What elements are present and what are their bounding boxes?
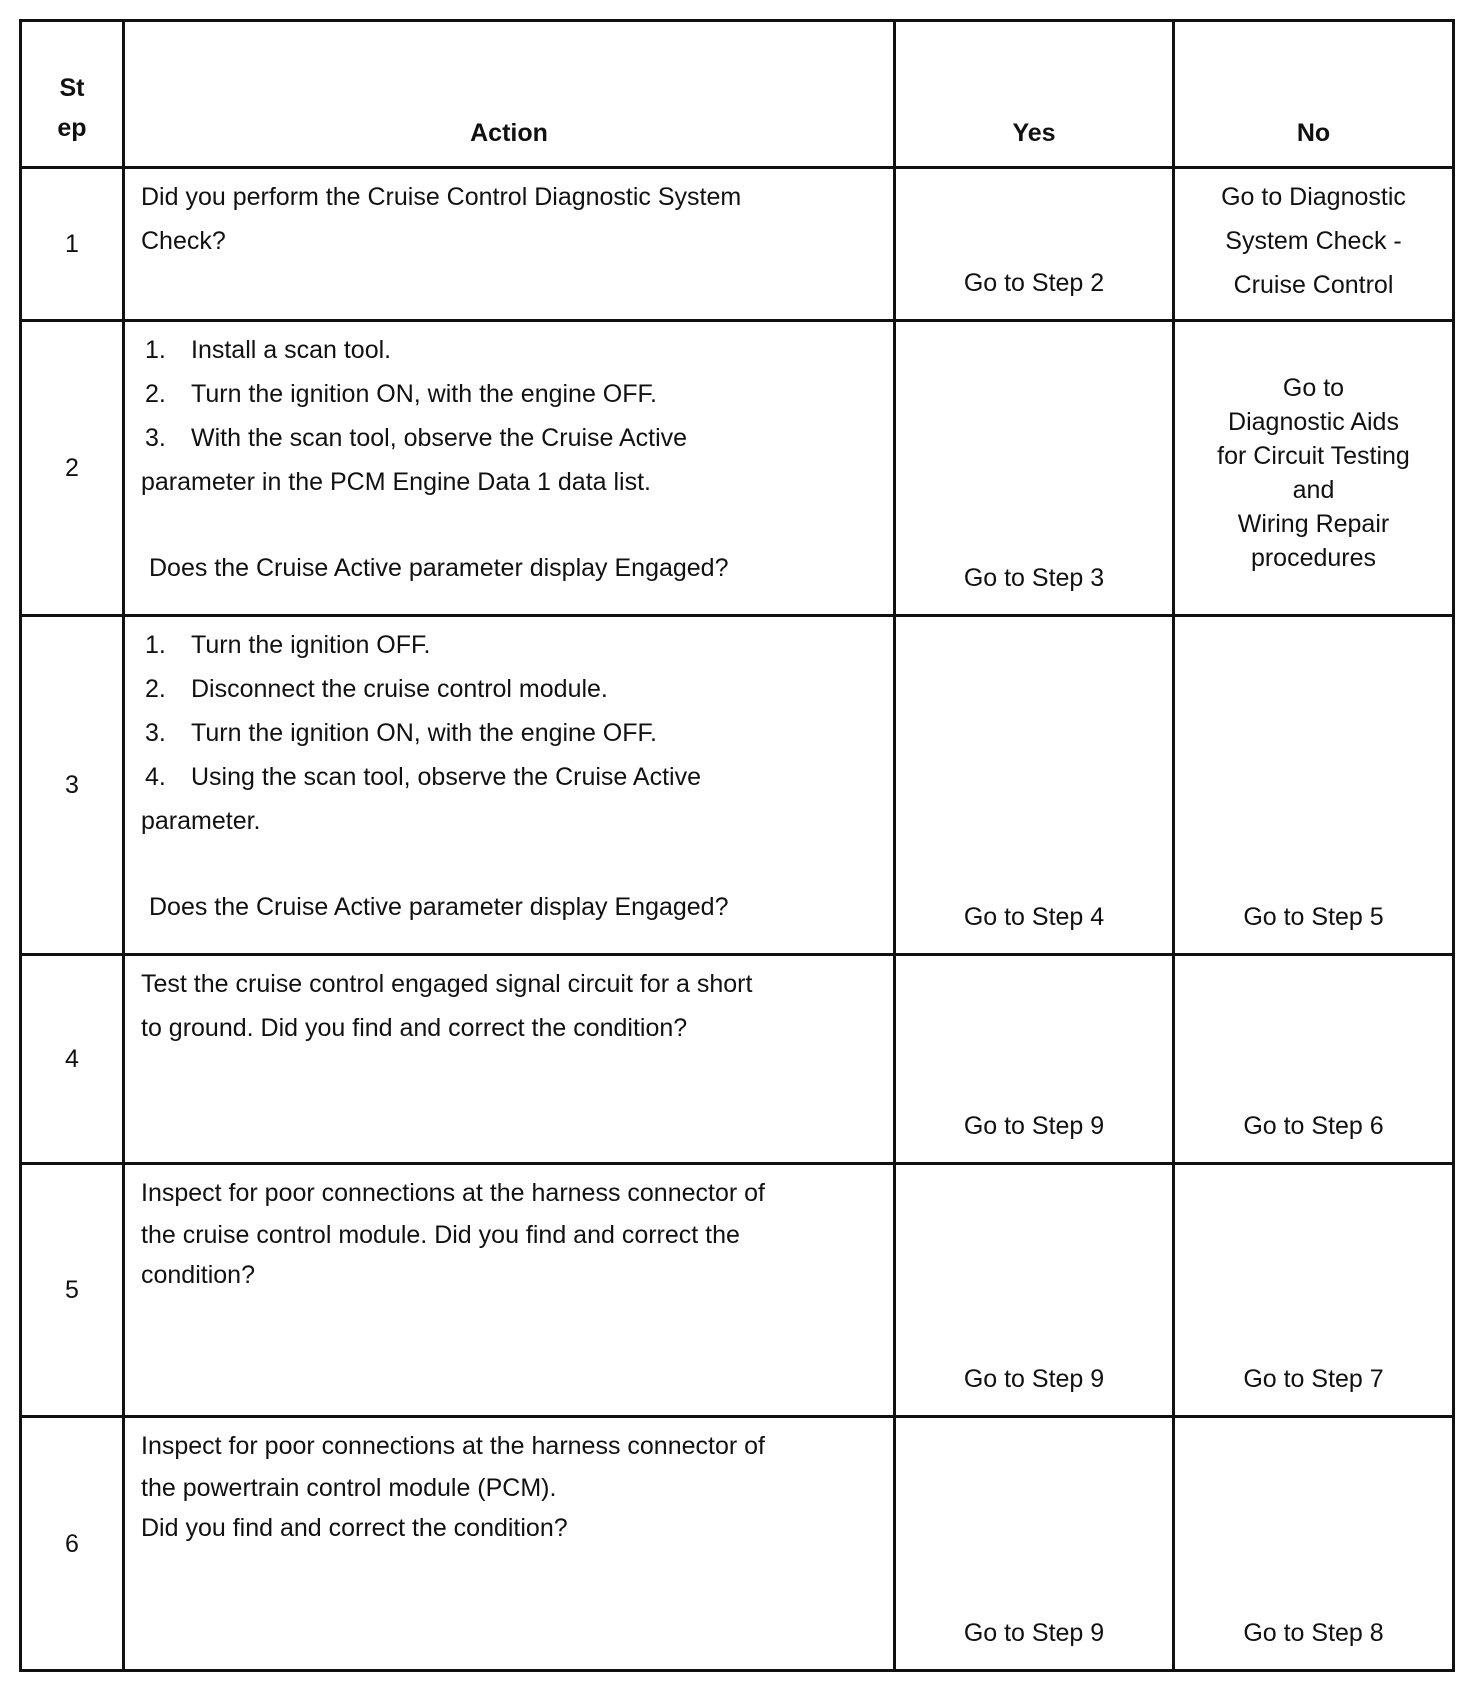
yes-cell: Go to Step 9 — [895, 1417, 1174, 1671]
no-cell — [1174, 321, 1454, 616]
instruction-number: 1. — [145, 631, 166, 659]
action-line: the powertrain control module (PCM). — [141, 1474, 557, 1502]
no-line: Diagnostic Aids — [1228, 408, 1399, 436]
spacer — [141, 504, 881, 546]
no-line: Cruise Control — [1233, 271, 1394, 299]
instruction-item — [141, 755, 881, 799]
question-text: Does the Cruise Active parameter display Engaged? — [149, 893, 729, 921]
instruction-number: 4. — [145, 763, 166, 791]
action-cell — [124, 168, 895, 321]
action-line: Check? — [141, 227, 226, 255]
table-row-step-1 — [21, 168, 1454, 321]
header-step-part-1: St — [59, 74, 85, 102]
header-no: No — [1174, 21, 1454, 168]
instruction-number: 3. — [145, 719, 166, 747]
no-line: and — [1292, 476, 1335, 504]
step-number: 6 — [21, 1417, 124, 1671]
step-number: 2 — [21, 321, 124, 616]
instruction-number: 2. — [145, 380, 166, 408]
no-cell: Go to Step 6 — [1174, 955, 1454, 1164]
instruction-item — [141, 623, 881, 667]
step-number: 1 — [21, 168, 124, 321]
no-cell: Go to Step 8 — [1174, 1417, 1454, 1671]
action-line: Did you perform the Cruise Control Diagnostic System — [141, 183, 742, 211]
instruction-item — [141, 416, 881, 460]
yes-cell: Go to Step 9 — [895, 955, 1174, 1164]
instruction-continuation: parameter. — [141, 807, 261, 835]
action-cell — [124, 616, 895, 955]
action-line: to ground. Did you find and correct the condition? — [141, 1014, 688, 1042]
step-number: 4 — [21, 955, 124, 1164]
action-cell — [124, 321, 895, 616]
table-row-step-5 — [21, 1164, 1454, 1417]
yes-cell: Go to Step 2 — [895, 168, 1174, 321]
instruction-item — [141, 328, 881, 372]
instruction-item — [141, 667, 881, 711]
instruction-text: Using the scan tool, observe the Cruise Active — [191, 763, 701, 791]
table-row-step-3 — [21, 616, 1454, 955]
action-line: Did you find and correct the condition? — [141, 1514, 568, 1542]
no-line: Wiring Repair — [1237, 510, 1390, 538]
no-cell: Go to Step 7 — [1174, 1164, 1454, 1417]
diagnostic-table — [19, 19, 1455, 1672]
instruction-text: Install a scan tool. — [191, 336, 392, 364]
header-action: Action — [124, 21, 895, 168]
action-cell — [124, 955, 895, 1164]
instruction-continuation: parameter in the PCM Engine Data 1 data list. — [141, 468, 651, 496]
yes-cell: Go to Step 3 — [895, 321, 1174, 616]
no-line: procedures — [1250, 544, 1377, 572]
instruction-list — [141, 328, 881, 460]
instruction-item — [141, 372, 881, 416]
action-line: Test the cruise control engaged signal circuit for a short — [141, 970, 753, 998]
question-text: Does the Cruise Active parameter display Engaged? — [149, 554, 729, 582]
instruction-number: 2. — [145, 675, 166, 703]
header-step-part-2: ep — [57, 114, 87, 142]
yes-cell: Go to Step 4 — [895, 616, 1174, 955]
action-line: Inspect for poor connections at the harness connector of — [141, 1432, 765, 1460]
table-row-step-2 — [21, 321, 1454, 616]
no-cell — [1174, 168, 1454, 321]
action-cell — [124, 1417, 895, 1671]
action-cell — [124, 1164, 895, 1417]
table-row-step-6 — [21, 1417, 1454, 1671]
spacer — [141, 843, 881, 885]
no-line: Go to Diagnostic — [1221, 183, 1406, 211]
header-step — [21, 21, 124, 168]
table-row-step-4 — [21, 955, 1454, 1164]
action-line: the cruise control module. Did you find and correct the — [141, 1221, 740, 1249]
no-cell: Go to Step 5 — [1174, 616, 1454, 955]
header-row — [21, 21, 1454, 168]
no-line: for Circuit Testing — [1217, 442, 1410, 470]
step-number: 5 — [21, 1164, 124, 1417]
header-yes: Yes — [895, 21, 1174, 168]
action-line: Inspect for poor connections at the harness connector of — [141, 1179, 765, 1207]
no-line: System Check - — [1225, 227, 1402, 255]
instruction-number: 1. — [145, 336, 166, 364]
yes-cell: Go to Step 9 — [895, 1164, 1174, 1417]
instruction-text: Turn the ignition ON, with the engine OFF. — [191, 380, 657, 408]
instruction-text: Turn the ignition OFF. — [191, 631, 431, 659]
no-line: Go to — [1282, 374, 1345, 402]
instruction-number: 3. — [145, 424, 166, 452]
step-number: 3 — [21, 616, 124, 955]
instruction-text: Disconnect the cruise control module. — [191, 675, 608, 703]
action-line: condition? — [141, 1261, 255, 1289]
instruction-item — [141, 711, 881, 755]
instruction-list — [141, 623, 881, 799]
instruction-text: Turn the ignition ON, with the engine OFF. — [191, 719, 657, 747]
instruction-text: With the scan tool, observe the Cruise Active — [191, 424, 688, 452]
